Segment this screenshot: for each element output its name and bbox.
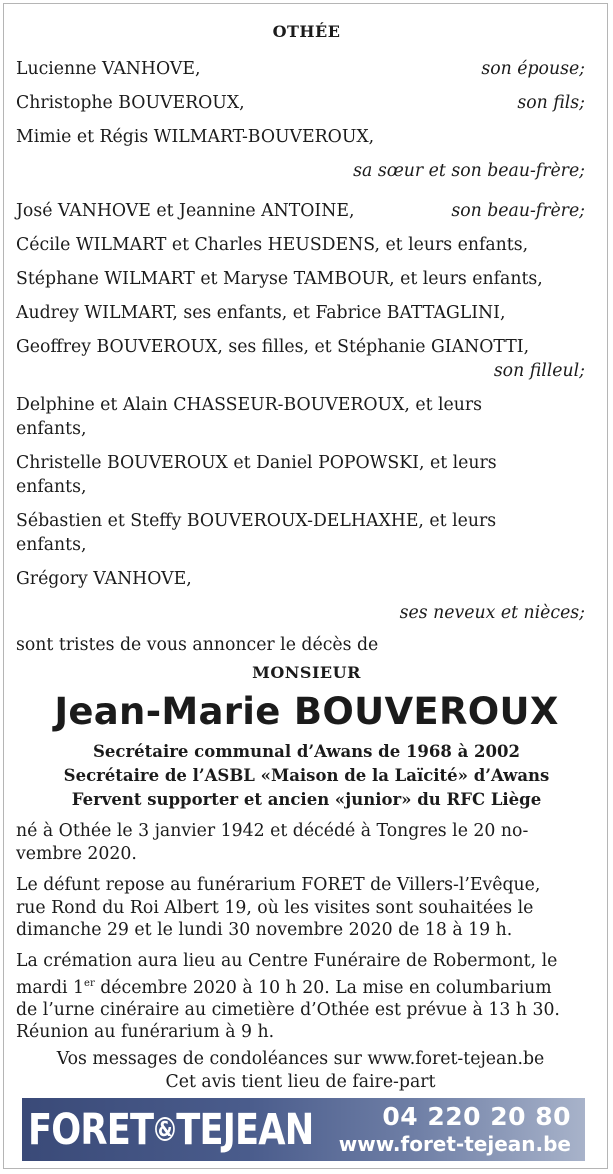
logo-ampersand: & bbox=[155, 1117, 175, 1141]
family-member-name: Audrey WILMART, ses enfants, et Fabrice BATTAGLINI, bbox=[16, 303, 506, 323]
faire-part-notice: Cet avis tient lieu de faire-part bbox=[165, 1071, 436, 1092]
family-member-name: Delphine et Alain CHASSEUR-BOUVEROUX, et leurs bbox=[16, 395, 483, 415]
repose-paragraph bbox=[16, 874, 585, 942]
title-line: Fervent supporter et ancien «junior» du RFC Liège bbox=[71, 790, 542, 809]
family-member-line bbox=[16, 336, 585, 358]
family-relation: son filleul; bbox=[493, 361, 585, 381]
website-link[interactable]: www.foret-tejean.be bbox=[338, 1132, 571, 1156]
closing-text bbox=[16, 1048, 585, 1093]
family-member-name: Stéphane WILMART et Maryse TAMBOUR, et leurs enfants, bbox=[16, 269, 543, 289]
phone-number: 04 220 20 80 bbox=[382, 1102, 571, 1131]
family-relation: sa sœur et son beau-frère; bbox=[353, 161, 585, 181]
paragraph-line: vembre 2020. bbox=[16, 843, 137, 864]
family-member-name: Christelle BOUVEROUX et Daniel POPOWSKI, et leurs bbox=[16, 453, 497, 473]
family-member-line bbox=[16, 534, 585, 556]
family-relation: son beau-frère; bbox=[451, 201, 585, 221]
family-member-name: Cécile WILMART et Charles HEUSDENS, et leurs enfants, bbox=[16, 235, 529, 255]
village-heading: OTHÉE bbox=[272, 22, 341, 41]
family-member-line bbox=[16, 510, 585, 532]
logo-left-word: FORET bbox=[28, 1105, 154, 1155]
family-member-line bbox=[16, 126, 585, 148]
family-member-line bbox=[16, 200, 585, 222]
announcement-text: sont tristes de vous annoncer le décès de bbox=[16, 635, 379, 655]
honorific: MONSIEUR bbox=[252, 663, 361, 682]
deceased-titles bbox=[0, 740, 613, 812]
family-member-line bbox=[16, 92, 585, 114]
deceased-name: Jean-Marie BOUVEROUX bbox=[54, 690, 559, 733]
family-member-line bbox=[16, 476, 585, 498]
paragraph-line: rue Rond du Roi Albert 19, où les visites sont souhaitées le bbox=[16, 897, 534, 918]
paragraph-line: Réunion au funérarium à 9 h. bbox=[16, 1022, 275, 1043]
family-member-line bbox=[16, 268, 585, 290]
ordinal-suffix: er bbox=[84, 977, 95, 989]
date-text-rest: décembre 2020 à 10 h 20. La mise en columbarium bbox=[94, 977, 552, 998]
paragraph-line: La crémation aura lieu au Centre Funéraire de Robermont, le bbox=[16, 951, 558, 971]
paragraph-line: de l’urne cinéraire au cimetière d’Othée est prévue à 13 h 30. bbox=[16, 999, 560, 1020]
logo-right-word: TEJEAN bbox=[176, 1105, 314, 1155]
family-relation: son fils; bbox=[517, 93, 585, 113]
family-relation: ses neveux et nièces; bbox=[399, 603, 585, 623]
title-line: Secrétaire de l’ASBL «Maison de la Laïcité» d’Awans bbox=[63, 766, 550, 785]
family-member-name: enfants, bbox=[16, 535, 87, 555]
family-member-line bbox=[16, 58, 585, 80]
condolences-message: Vos messages de condoléances sur www.foret-tejean.be bbox=[56, 1049, 545, 1069]
family-member-line bbox=[16, 418, 585, 440]
family-member-name: Grégory VANHOVE, bbox=[16, 569, 192, 589]
family-member-name: Mimie et Régis WILMART-BOUVEROUX, bbox=[16, 127, 375, 147]
family-member-line bbox=[16, 234, 585, 256]
family-member-name: Christophe BOUVEROUX, bbox=[16, 93, 245, 113]
cremation-paragraph bbox=[16, 950, 585, 1044]
family-member-line bbox=[16, 452, 585, 474]
birth-death-paragraph bbox=[16, 820, 585, 865]
paragraph-line: Le défunt repose au funérarium FORET de Villers-l’Evêque, bbox=[16, 875, 541, 895]
family-member-name: enfants, bbox=[16, 477, 87, 497]
family-member-name: José VANHOVE et Jeannine ANTOINE, bbox=[16, 201, 355, 221]
paragraph-line: dimanche 29 et le lundi 30 novembre 2020 de 18 à 19 h. bbox=[16, 920, 513, 940]
family-member-name: Sébastien et Steffy BOUVEROUX-DELHAXHE, et leurs bbox=[16, 511, 497, 531]
funeral-home-banner bbox=[22, 1098, 585, 1161]
paragraph-line bbox=[16, 973, 585, 999]
family-relation: son épouse; bbox=[481, 59, 585, 79]
date-text: mardi 1 bbox=[16, 977, 85, 998]
family-member-name: enfants, bbox=[16, 419, 87, 439]
family-member-line bbox=[16, 568, 585, 590]
family-member-name: Geoffrey BOUVEROUX, ses filles, et Stéphanie GIANOTTI, bbox=[16, 337, 530, 357]
funeral-home-logo bbox=[28, 1104, 313, 1156]
title-line: Secrétaire communal d’Awans de 1968 à 2002 bbox=[93, 742, 520, 761]
family-member-line bbox=[16, 394, 585, 416]
family-member-line bbox=[16, 302, 585, 324]
family-member-name: Lucienne VANHOVE, bbox=[16, 59, 201, 79]
paragraph-line: né à Othée le 3 janvier 1942 et décédé à Tongres le 20 no- bbox=[16, 821, 529, 841]
